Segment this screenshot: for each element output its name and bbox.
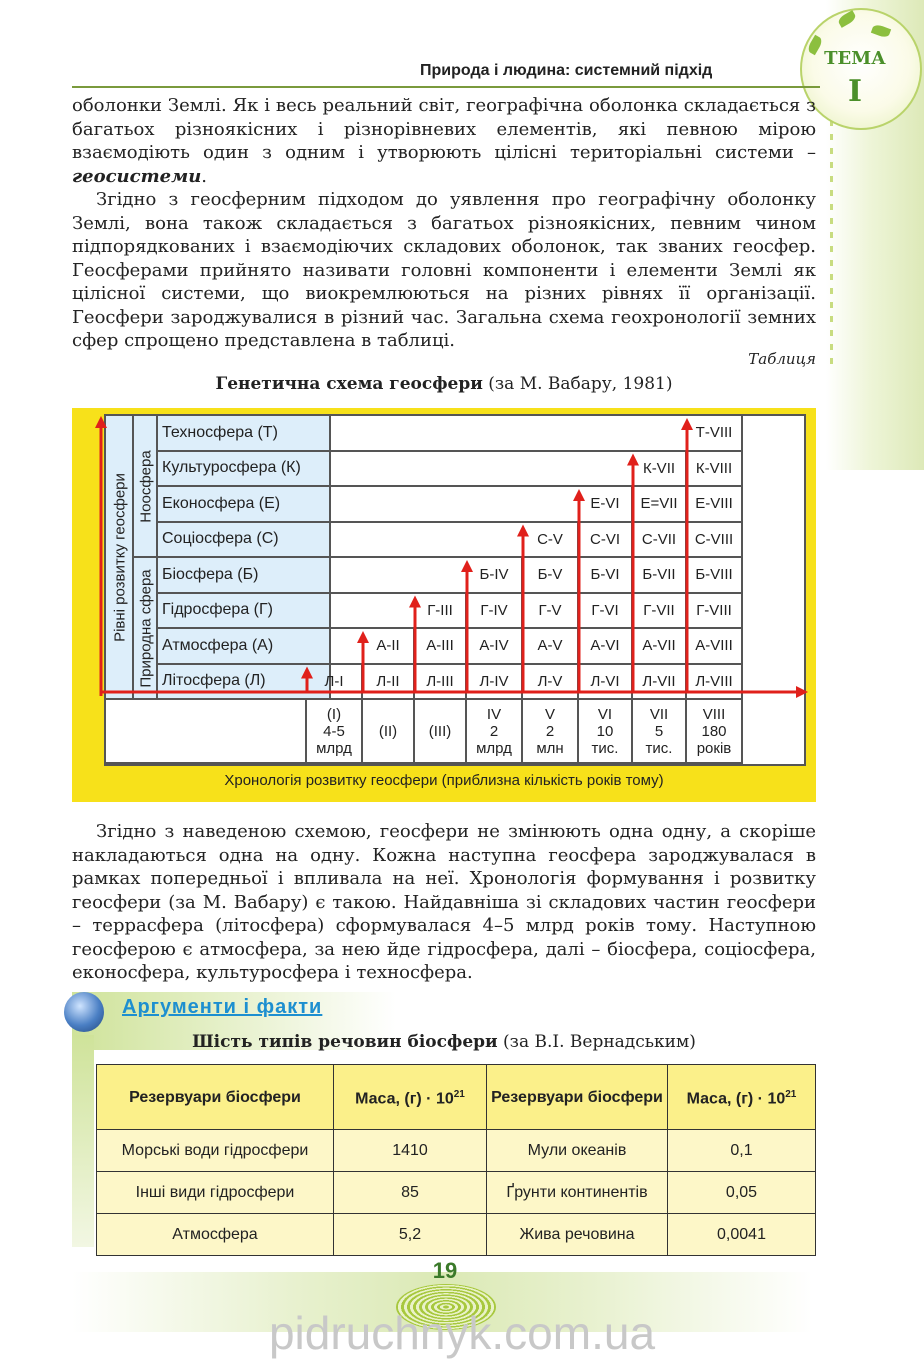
chronology-line: (I) <box>326 705 342 723</box>
page-number: 19 <box>432 1258 458 1283</box>
chronology-line: років <box>696 739 732 757</box>
chronology-line: VIII <box>702 705 726 723</box>
sphere-value-cell: А-II <box>363 629 415 665</box>
table-cell: 85 <box>334 1172 487 1214</box>
chronology-line: тис. <box>591 739 619 757</box>
axis-label: Рівні розвитку геосфери <box>111 473 129 642</box>
table-cell: 0,0041 <box>668 1214 816 1256</box>
theme-label: ТЕМА <box>824 48 886 69</box>
natural-sphere-label: Природна сфера <box>137 569 155 688</box>
sphere-value-cell: Г-VI <box>579 594 633 630</box>
chronology-line: тис. <box>645 739 673 757</box>
chronology-line: 10 <box>596 722 614 740</box>
sphere-value-cell: С-VIII <box>687 523 743 559</box>
paragraph-2: Згідно з геосферним підходом до уявлення про географічну оболонку Землі, вона також складається з багатьох різноякісних, певним чином підпорядкованих і взаємодіючих складових оболонок, так званих геосфер. Геосферами прийнято називати головні компоненти і елементи Землі як цілісної системи, що виокремлюються на різних рівнях її організації. Геосфери зароджувалися в різний час. Загальна схема геохронології земних сфер спрощено представлена в таблиці. <box>72 189 816 351</box>
sphere-value-cell: К-VII <box>633 452 687 488</box>
sphere-value-cell: А-VII <box>633 629 687 665</box>
sphere-label: Культуросфера (К) <box>158 452 331 488</box>
sphere-value-cell: Л-V <box>523 665 579 701</box>
sphere-value-cell: Г-III <box>415 594 467 630</box>
sphere-value-cell: К-VIII <box>687 452 743 488</box>
chronology-line: 180 <box>701 722 727 740</box>
sphere-value-cell: Л-VII <box>633 665 687 701</box>
chronology-caption: Хронологія розвитку геосфери (приблизна кількість років тому) <box>224 772 664 789</box>
table-row <box>97 1214 816 1256</box>
sphere-value-cell: Л-ІІІ <box>415 665 467 701</box>
chronology-line: (III) <box>428 722 452 740</box>
arguments-strip <box>72 1035 94 1247</box>
explanation-text <box>72 820 816 985</box>
table-cell: 5,2 <box>334 1214 487 1256</box>
sphere-value-cell: Е-VIII <box>687 487 743 523</box>
col-header: Маса, $(г) \cdot 10^{21}$ <box>668 1065 816 1130</box>
sphere-value-cell: С-V <box>523 523 579 559</box>
sphere-value-cell: Л-І <box>307 665 363 701</box>
paragraph-3: Згідно з наведеною схемою, геосфери не змінюють одна одну, а скоріше накладаються одна на одну. Кожна наступна геосфера зароджувалася в рамках попередньої і впливала на неї. Хронологія формування і розвитку геосфери (за М. Вабару) є такою. Найдавніша зі складових частин геосфери – террасфера (літосфера) сформувалася 4–5 млрд років тому. Наступною геосферою є атмосфера, за нею йде гідросфера, далі – біосфера, соціосфера, еконосфера, культуросфера і техносфера. <box>72 821 816 983</box>
epoch-arrowhead <box>409 596 421 608</box>
biosphere-table <box>96 1064 816 1256</box>
chronology-line: VII <box>649 705 669 723</box>
chronology-line: млн <box>536 739 564 757</box>
sphere-value-cell: Б-VI <box>579 558 633 594</box>
chronology-line: (II) <box>378 722 398 740</box>
col-header: Резервуари біосфери <box>97 1065 334 1130</box>
table-cell: Ґрунти континентів <box>487 1172 668 1214</box>
sphere-value-cell: С-VII <box>633 523 687 559</box>
paragraph-1: оболонки Землі. Як і весь реальний світ, географічна оболонка складається з багатьох різноякісних і різнорівневих елементів, які певною мірою взаємодіють один з одним і утворюють цілісні територіальні системи – геосистеми. <box>72 95 816 187</box>
epoch-arrowhead <box>627 454 639 466</box>
baseline-arrowhead <box>796 686 808 698</box>
sphere-label: Техносфера (Т) <box>158 416 331 452</box>
axis-arrowhead <box>95 416 107 428</box>
theme-number: I <box>847 74 863 109</box>
table-cell: 1410 <box>334 1130 487 1172</box>
sphere-value-cell: Г-VII <box>633 594 687 630</box>
sphere-value-cell: А-V <box>523 629 579 665</box>
sphere-value-cell: Л-IV <box>467 665 523 701</box>
noosphere-label: Ноосфера <box>137 450 155 523</box>
sphere-value-cell: Г-VIII <box>687 594 743 630</box>
sphere-value-cell: А-VI <box>579 629 633 665</box>
epoch-arrowhead <box>573 489 585 501</box>
sphere-value-cell: Б-VII <box>633 558 687 594</box>
sphere-label: Еконосфера (Е) <box>158 487 331 523</box>
sphere-label: Атмосфера (А) <box>158 629 331 665</box>
chronology-line: 2 <box>545 722 555 740</box>
sphere-label: Гідросфера (Г) <box>158 594 331 630</box>
term-geosystems: геосистеми <box>72 165 202 187</box>
sphere-value-cell: Б-VIII <box>687 558 743 594</box>
sphere-value-cell: Б-IV <box>467 558 523 594</box>
table-cell: Атмосфера <box>97 1214 334 1256</box>
sphere-value-cell: А-VIII <box>687 629 743 665</box>
table-cell: 0,1 <box>668 1130 816 1172</box>
chronology-line: 4-5 млрд <box>316 722 352 757</box>
diagram-title: Генетична схема геосфери (за М. Вабару, 1981) <box>215 374 673 394</box>
sphere-label: Біосфера (Б) <box>158 558 331 594</box>
col-header: Маса, $(г) \cdot 10^{21}$ <box>334 1065 487 1130</box>
globe-icon <box>64 992 104 1032</box>
chronology-line: 2 <box>489 722 499 740</box>
sphere-value-cell: С-VI <box>579 523 633 559</box>
sphere-value-cell: Г-V <box>523 594 579 630</box>
chronology-line: VI <box>597 705 613 723</box>
sphere-value-cell: Л-ІІ <box>363 665 415 701</box>
table-row <box>97 1130 816 1172</box>
table-cell: Жива речовина <box>487 1214 668 1256</box>
sphere-value-cell: А-IV <box>467 629 523 665</box>
sphere-label: Соціосфера (С) <box>158 523 331 559</box>
table-header-row <box>97 1065 816 1130</box>
sphere-value-cell: А-III <box>415 629 467 665</box>
epoch-arrowhead <box>517 525 529 537</box>
sphere-value-cell: Л-VI <box>579 665 633 701</box>
sphere-value-cell: Б-V <box>523 558 579 594</box>
arguments-heading: Аргументи і факти <box>122 996 323 1018</box>
sphere-value-cell: Е=VII <box>633 487 687 523</box>
sphere-value-cell: Г-IV <box>467 594 523 630</box>
sphere-value-cell: Л-VIII <box>687 665 743 701</box>
sphere-label: Літосфера (Л) <box>158 665 331 701</box>
table-row <box>97 1172 816 1214</box>
table-note: Таблиця <box>748 350 816 368</box>
epoch-arrowhead <box>357 631 369 643</box>
chronology-line: млрд <box>476 739 512 757</box>
running-header: Природа і людина: системний підхід <box>420 62 713 79</box>
sphere-value-cell: Е-VI <box>579 487 633 523</box>
col-header: Резервуари біосфери <box>487 1065 668 1130</box>
sphere-value-cell: Т-VIII <box>687 416 743 452</box>
chronology-line: 5 <box>654 722 664 740</box>
table-cell: Інші види гідросфери <box>97 1172 334 1214</box>
epoch-arrowhead <box>681 418 693 430</box>
chronology-line: IV <box>486 705 502 723</box>
watermark: pidruchnyk.com.ua <box>268 1307 656 1359</box>
chronology-line: V <box>544 705 555 723</box>
table-cell: Мули океанів <box>487 1130 668 1172</box>
epoch-arrowhead <box>301 667 313 679</box>
table-cell: Морські води гідросфери <box>97 1130 334 1172</box>
biosphere-table-title: Шість типів речовин біосфери (за В.І. Вернадським) <box>192 1032 696 1052</box>
table-cell: 0,05 <box>668 1172 816 1214</box>
epoch-arrowhead <box>461 560 473 572</box>
